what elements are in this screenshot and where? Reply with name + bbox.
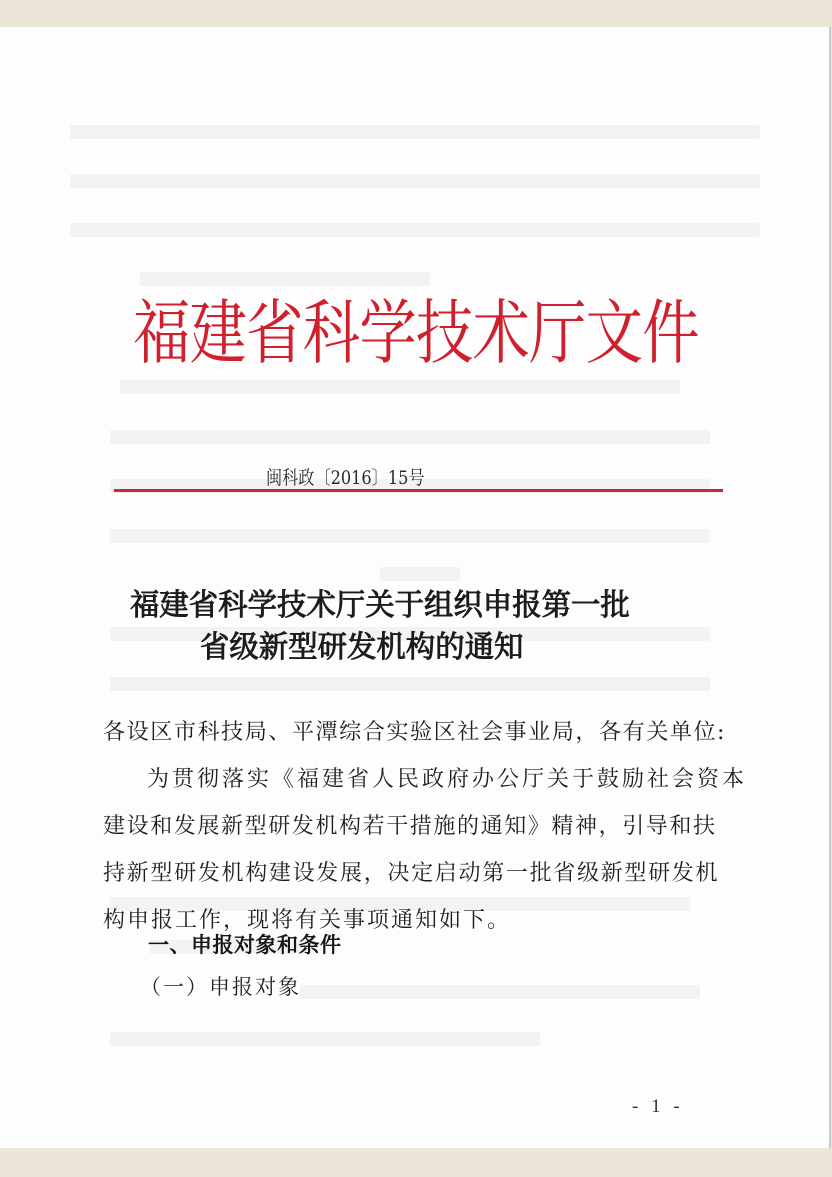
bleed-through-line	[300, 985, 700, 999]
bleed-through-line	[110, 677, 710, 691]
bleed-through-line	[70, 223, 760, 237]
body-paragraph-line: 为贯彻落实《福建省人民政府办公厅关于鼓励社会资本	[147, 767, 748, 792]
bleed-through-line	[380, 567, 460, 581]
notice-title-line-1: 福建省科学技术厅关于组织申报第一批	[130, 588, 630, 623]
bleed-through-line	[110, 430, 710, 444]
bleed-through-line	[70, 174, 760, 188]
bleed-through-line	[110, 529, 710, 543]
red-divider-rule	[114, 489, 723, 492]
bleed-through-line	[120, 380, 680, 394]
bleed-through-line	[110, 1032, 540, 1046]
document-header-title: 福建省科学技术厅文件	[133, 292, 699, 374]
subsection-heading: （一）申报对象	[140, 975, 301, 999]
notice-title-line-2: 省级新型研发机构的通知	[200, 630, 524, 665]
body-paragraph-line: 建设和发展新型研发机构若干措施的通知》精神，引导和扶	[103, 814, 717, 839]
bleed-through-line	[70, 125, 760, 139]
bleed-through-line	[140, 272, 430, 286]
page-number: - 1 -	[632, 1096, 684, 1117]
body-paragraph-line: 构申报工作，现将有关事项通知如下。	[103, 908, 512, 933]
section-heading: 一、申报对象和条件	[148, 933, 342, 957]
document-number: 闽科政〔2016〕15号	[266, 467, 425, 489]
salutation-line: 各设区市科技局、平潭综合实验区社会事业局，各有关单位:	[103, 720, 727, 745]
body-paragraph-line: 持新型研发机构建设发展，决定启动第一批省级新型研发机	[103, 861, 720, 886]
